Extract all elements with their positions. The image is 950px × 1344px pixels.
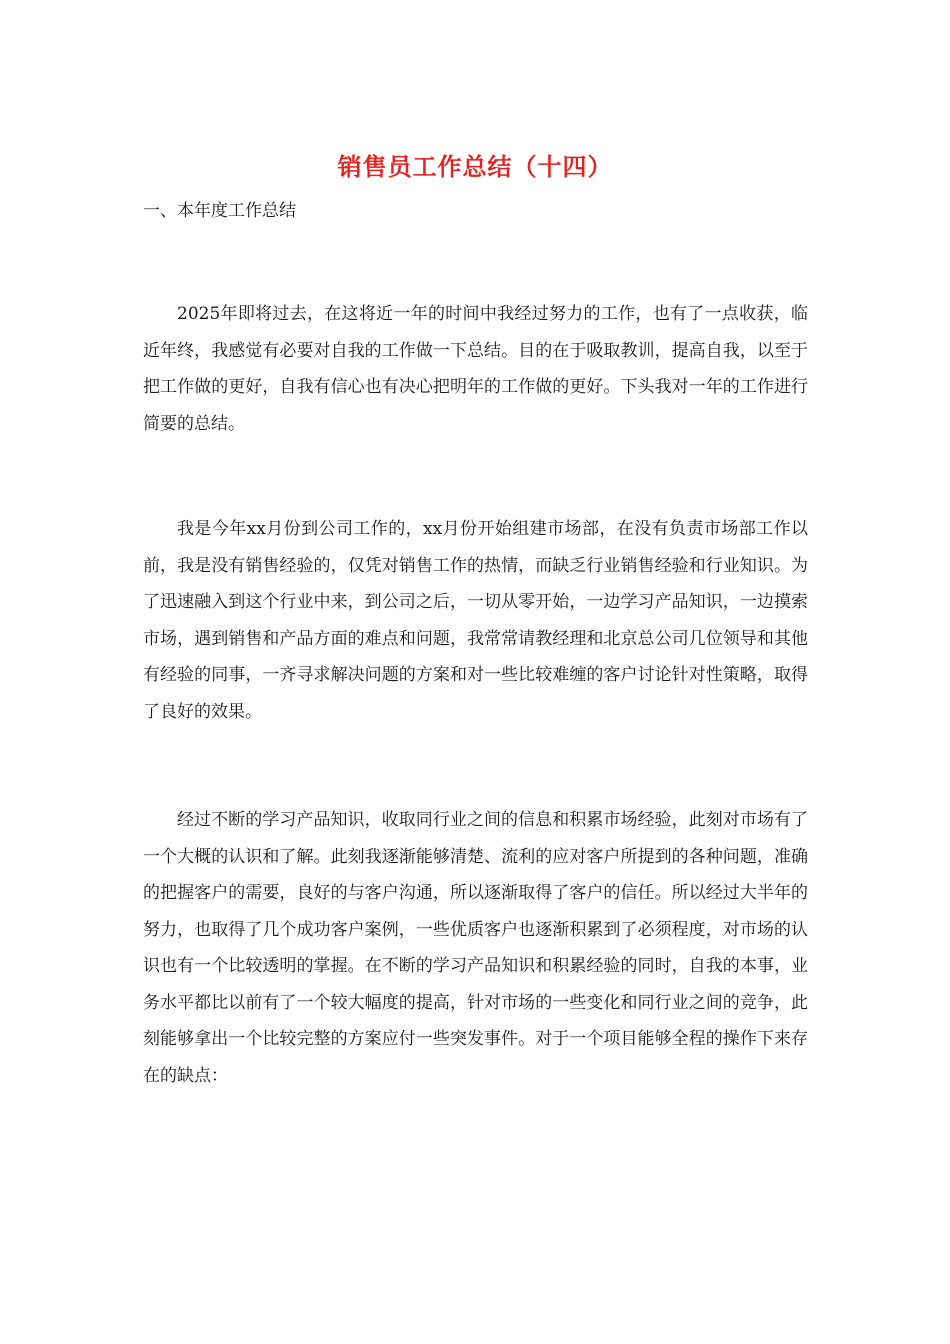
paragraph-3: 经过不断的学习产品知识，收取同行业之间的信息和积累市场经验，此刻对市场有了一个大概的认识和了解。此刻我逐渐能够清楚、流利的应对客户所提到的各种问题，准确的把握客户的需要，良好的与客户沟通，所以逐渐取得了客户的信任。所以经过大半年的努力，也取得了几个成功客户案例，一些优质客户也逐渐积累到了必须程度，对市场的认识也有一个比较透明的掌握。在不断的学习产品知识和积累经验的同时，自我的本事，业务水平都比以前有了一个较大幅度的提高，针对市场的一些变化和同行业之间的竞争，此刻能够拿出一个比较完整的方案应付一些突发事件。对于一个项目能够全程的操作下来存在的缺点： — [143, 810, 808, 1086]
section-heading: 一、本年度工作总结 — [143, 201, 296, 221]
paragraph-1: 2025年即将过去，在这将近一年的时间中我经过努力的工作，也有了一点收获，临近年终，我感觉有必要对自我的工作做一下总结。目的在于吸取教训，提高自我，以至于把工作做的更好，自我有信心也有决心把明年的工作做的更好。下头我对一年的工作进行简要的总结。 — [143, 304, 808, 434]
page-title: 销售员工作总结（十四） — [337, 152, 613, 181]
paragraph-2: 我是今年xx月份到公司工作的，xx月份开始组建市场部，在没有负责市场部工作以前，我是没有销售经验的，仅凭对销售工作的热情，而缺乏行业销售经验和行业知识。为了迅速融入到这个行业中来，到公司之后，一切从零开始，一边学习产品知识，一边摸索市场，遇到销售和产品方面的难点和问题，我常常请教经理和北京总公司几位领导和其他有经验的同事，一齐寻求解决问题的方案和对一些比较难缠的客户讨论针对性策略，取得了良好的效果。 — [143, 519, 808, 722]
